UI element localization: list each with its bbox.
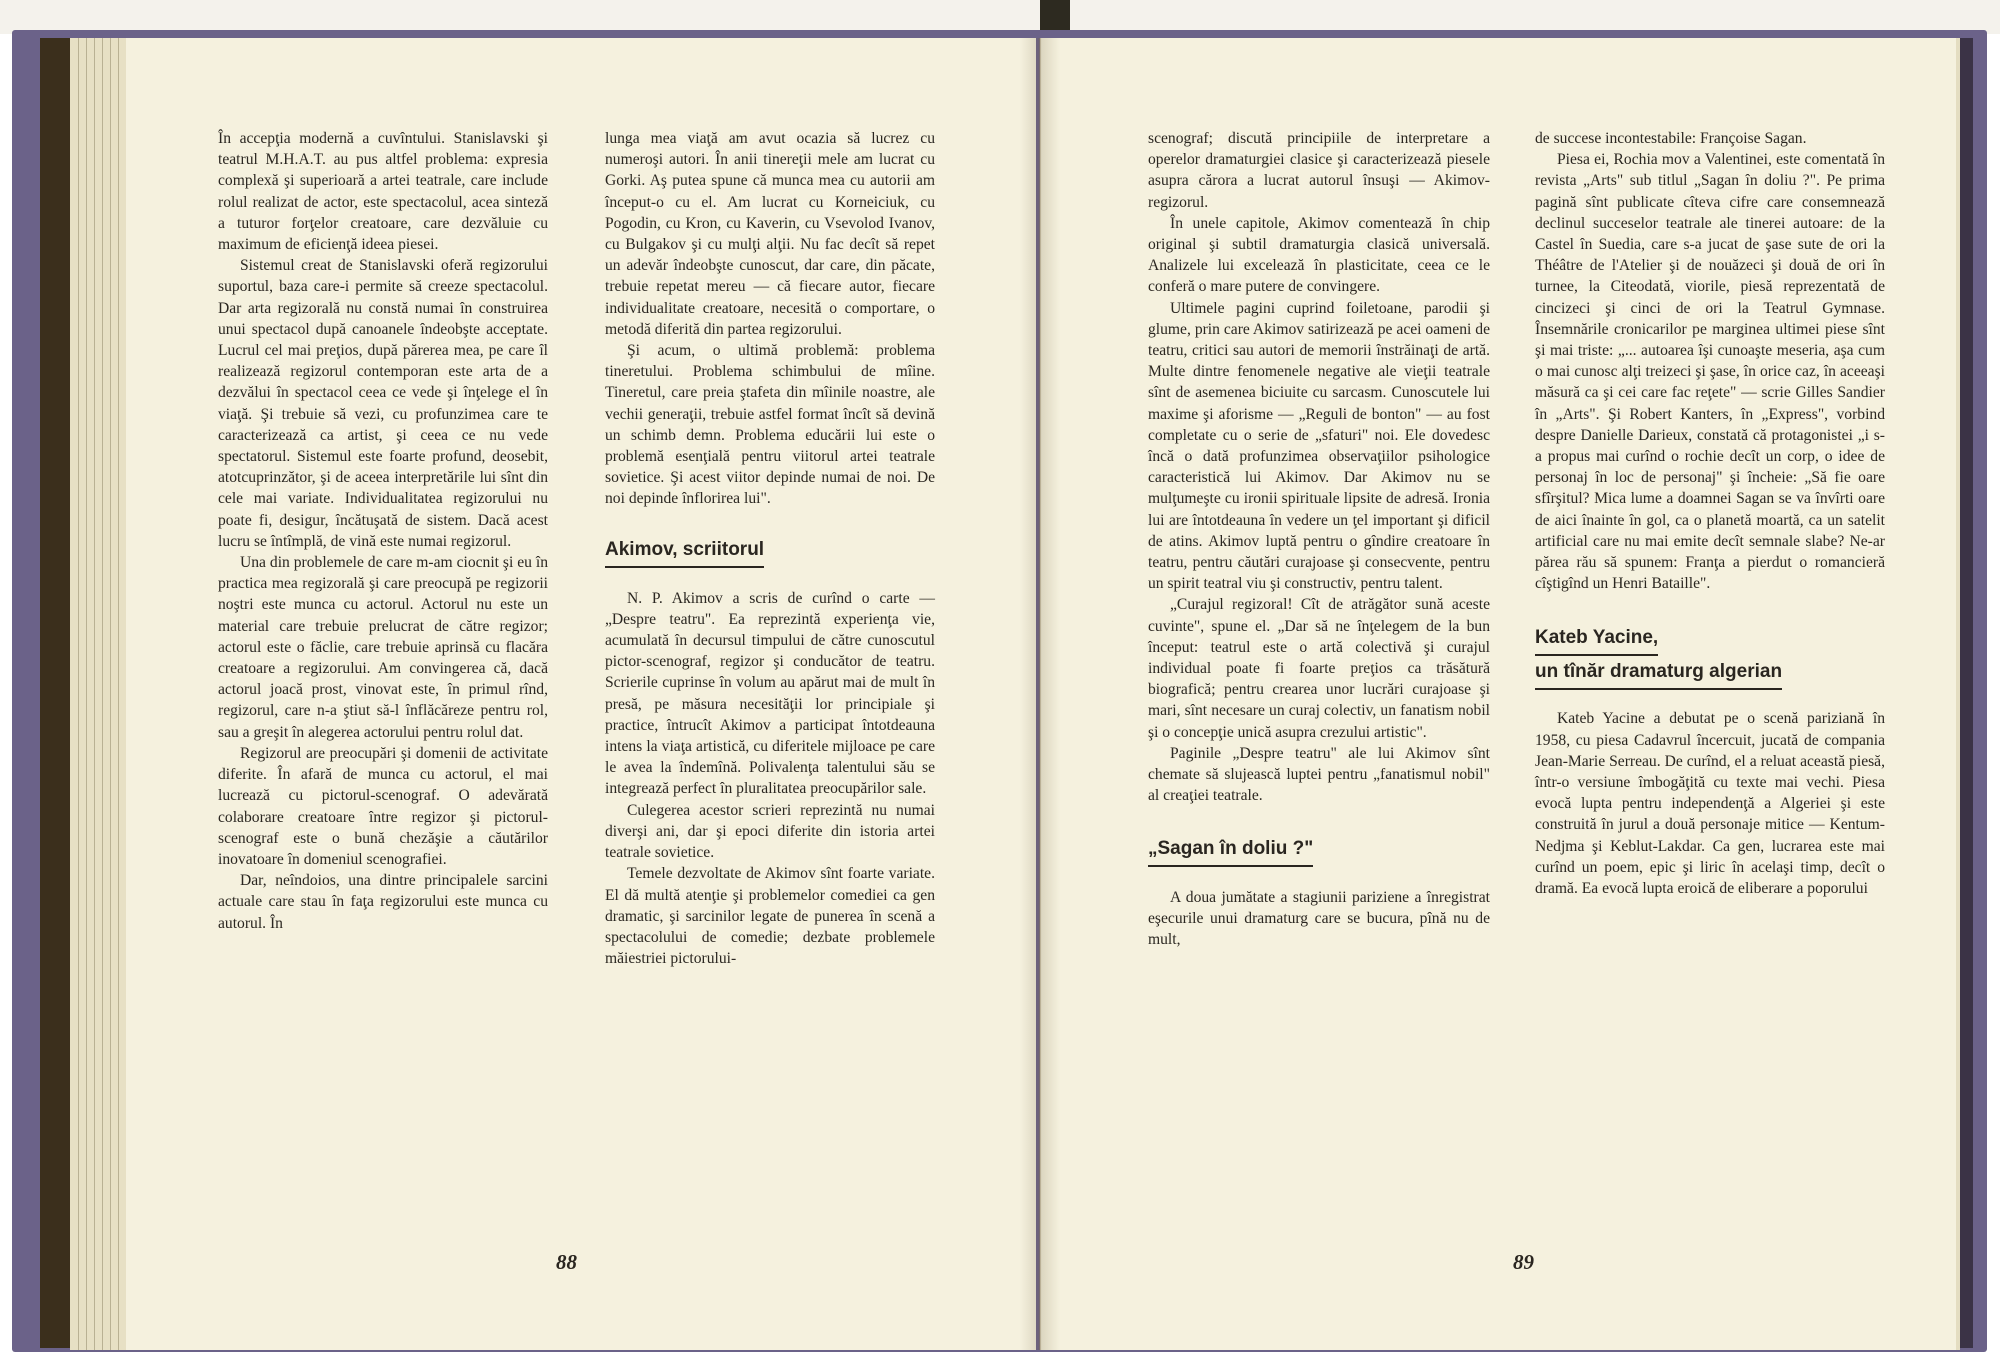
binding-stitch [1039, 38, 1041, 1350]
page-number-right: 89 [1513, 1250, 1534, 1274]
paragraph: A doua jumătate a stagiunii pariziene a înregistrat eşecurile unui dramaturg care se bucura, pînă nu de mult, [1148, 888, 1490, 948]
page-edges-left [70, 38, 130, 1350]
paragraph: Kateb Yacine a debutat pe o scenă pariziană în 1958, cu piesa Cadavrul încercuit, jucată de compania Jean-Marie Serreau. De curînd, el a reluat această piesă, într-o versiune îmbogăţită cu texte mai vechi. Piesa evocă lupta pentru independenţă a Algeriei şi este construită în jurul a două personaje mitice — Kentum-Nedjma şi Keblut-Lakdar. Ca gen, lucrarea este mai curînd un poem, epic şi liric în acelaşi timp, decît o dramă. Ea evocă lupta eroică de eliberare a poporului [1535, 710, 1885, 898]
paragraph: Una din problemele de care m-am ciocnit şi eu în practica mea regizorală şi care preocupă pe regizorii noştri este munca cu actorul. Actorul nu este un material care trebuie prelucrat de către regizor; actorul este o făclie, care trebuie aprinsă cu flacăra creatoare a regizorului. Am convingerea că, dacă actorul joacă prost, vinovat este, în primul rînd, regizorul, care n-a ştiut să-l înflăcăreze pentru rol, sau a greşit în alegerea actorului pentru rolul dat. [218, 554, 548, 741]
paragraph: Paginile „Despre teatru" ale lui Akimov sînt chemate să slujească luptei pentru „fanatismul nobil" al creaţiei teatrale. [1148, 744, 1490, 805]
paragraph: Dar, neîndoios, una dintre principalele sarcini actuale care stau în faţa regizorului este munca cu autorul. În [218, 872, 548, 932]
paragraph: Temele dezvoltate de Akimov sînt foarte variate. El dă multă atenţie şi problemelor comediei ca gen dramatic, şi sarcinilor legate de punerea în scenă a spectacolului de comedie; dezbate problemele măiestriei pictorului- [605, 865, 935, 968]
paragraph: Sistemul creat de Stanislavski oferă regizorului suportul, baza care-i permite să creeze spectacolul. Dar arta regizorală nu constă numai în construirea unui spectacol după canoanele îndeobşte acceptate. Lucrul cel mai preţios, după părerea mea, pe care îl realizează regizorul contemporan este arta de a dezvălui în spectacol ceea ce vede şi înţelege el în viaţă. Şi trebuie să vezi, cu profunzimea care te caracterizează ca artist, şi ceea ce nu vede spectatorul. Sistemul este foarte profund, deosebit, atotcuprinzător, şi de aceea interpretările lui sînt din cele mai variate. Individualitatea regizorului nu poate fi, desigur, încătuşată de sistem. Dacă acest lucru se întîmplă, de vină este numai regizorul. [218, 257, 548, 550]
right-page-column-1 [1148, 128, 1490, 950]
paragraph: Piesa ei, Rochia mov a Valentinei, este comentată în revista „Arts" sub titlul „Sagan în doliu ?". Pe prima pagină sînt publicate cîteva cifre care consemnează declinul succeselor teatrale ale tinerei autoare: de la Castel în Suedia, care s-a jucat de şase sute de ori la Théâtre de l'Atelier şi de nouăzeci şi două de ori în turnee, la Citeodată, viorile, piesă reprezentată de cincizeci şi cinci de ori la Teatrul Gymnase. Însemnările cronicarilor pe marginea ultimei piese sînt şi mai triste: „... autoarea îşi cunoaşte meseria, aşa cum o mai cunosc alţi treizeci şi şase, în orice caz, în aceeaşi măsură ca şi cei care fac reţete" — scrie Gilles Sandier în „Arts". Şi Robert Kanters, în „Express", vorbind despre Danielle Darieux, constată că protagonistei „i s-a propus mai curînd o rochie decît un corp, o idee de personaj în loc de personaj" şi încheie: „Să fie oare sfîrşitul? Mica lume a doamnei Sagan se va învîrti oare de aici înainte în gol, ca o planetă moartă, ca un satelit artificial care nu mai emite decît semnale slabe? Ne-ar părea rău să spunem: Franţa a pierdut o romancieră cîştigînd un Henri Bataille". [1535, 151, 1885, 593]
section-heading-kateb: Kateb Yacine, un tînăr dramaturg algerian [1535, 622, 1885, 690]
paragraph: scenograf; discută principiile de interpretare a operelor dramaturgiei clasice şi caracterizează piesele asupra cărora a lucrat autorul însuşi — Akimov-regizorul. [1148, 130, 1490, 211]
left-page-column-2 [605, 128, 935, 969]
right-page-column-2 [1535, 128, 1885, 899]
paragraph: de succese incontestabile: Françoise Sagan. [1535, 130, 1807, 147]
paragraph: Regizorul are preocupări şi domenii de activitate diferite. În afară de munca cu actorul, el mai lucrează cu pictorul-scenograf. O adevărată colaborare creatoare între regizor şi pictorul-scenograf este o bună chezăşie a căutărilor inovatoare în domeniul scenografiei. [218, 744, 548, 868]
paragraph: „Curajul regizoral! Cît de atrăgător sună aceste cuvinte", spune el. „Dar să ne înţelegem de la bun început: teatrul este o artă colectivă şi curajul individual poate fi foarte preţios ca trăsătură biografică; pentru crearea unor lucrări curajoase şi mari, sînt necesare un curaj colectiv, un fanatism nobil şi o concepţie unică asupra crezului artistic". [1148, 596, 1490, 741]
paragraph: În accepţia modernă a cuvîntului. Stanislavski şi teatrul M.H.A.T. au pus altfel problema: expresia complexă şi superioară a artei teatrale, care include rolul realizat de actor, este spectacolul, acea sinteză a tuturor forţelor creatoare, care dezvăluie cu maximum de eficienţă ideea piesei. [218, 130, 548, 254]
section-heading-sagan: „Sagan în doliu ?" [1148, 833, 1490, 867]
cover-edge-left [40, 38, 70, 1348]
scanner-background [0, 0, 2000, 34]
left-page-column-1 [218, 128, 548, 934]
paragraph: N. P. Akimov a scris de curînd o carte — „Despre teatru". Ea reprezintă experienţa vie, acumulată în decursul timpului de către cunoscutul pictor-scenograf, regizor şi conducător de teatru. Scrierile cuprinse în volum au apărut mai de mult în presă, pe măsura necesităţii lor principiale şi practice, întrucît Akimov a participat întotdeauna intens la viaţa artistică, cu diferitele mijloace pe care le avea la îndemînă. Polivalenţa talentului său se integrează perfect în pluralitatea preocupărilor sale. [605, 589, 935, 798]
paragraph: Culegerea acestor scrieri reprezintă nu numai diverşi ani, dar şi epoci diferite din istoria artei teatrale sovietice. [605, 801, 935, 862]
paragraph: Ultimele pagini cuprind foiletoane, parodii şi glume, prin care Akimov satirizează pe acei oameni de teatru, critici sau autori de memorii înstrăinaţi de artă. Multe dintre fenomenele negative ale vieţii teatrale sînt de asemenea biciuite cu sarcasm. Cunoscutele lui maxime şi aforisme — „Reguli de bonton" — au fost completate cu o serie de „sfaturi" noi. Ele dovedesc încă o dată profunzimea observaţiilor psihologice caracteristică lui Akimov. Dar Akimov nu se mulţumeşte cu ironii spirituale lipsite de adresă. Ironia lui are întotdeauna în vedere un ţel important şi dificil de atins. Akimov luptă pentru o gîndire creatoare în teatru, pentru căutări curajoase şi consecvente, pentru un spirit teatral viu şi constructiv, pentru talent. [1148, 299, 1490, 593]
section-heading-akimov: Akimov, scriitorul [605, 534, 935, 568]
page-number-left: 88 [556, 1250, 577, 1274]
binding-edge [1040, 0, 1070, 34]
paragraph: lunga mea viaţă am avut ocazia să lucrez cu numeroşi autori. În anii tinereţii mele am lucrat cu Gorki. Aş putea spune că munca mea cu autorii am început-o cu el. Am lucrat cu Korneiciuk, cu Pogodin, cu Kron, cu Kaverin, cu Vsevolod Ivanov, cu Bulgakov şi cu mulţi alţii. Nu fac decît să repet un adevăr îndeobşte cunoscut, dar care, din păcate, trebuie repetat mereu — că fiecare autor, fiecare individualitate creatoare, necesită o comportare, o metodă diferită din partea regizorului. [605, 130, 935, 338]
paragraph: În unele capitole, Akimov comentează în chip original şi subtil dramaturgia clasică universală. Analizele lui excelează în plasticitate, ceea ce le conferă o mare putere de convingere. [1148, 214, 1490, 296]
paragraph: Şi acum, o ultimă problemă: problema tineretului. Problema schimbului de mîine. Tineretul, care preia ştafeta din mîinile noastre, ale vechii generaţii, trebuie astfel format încît să devină un schimb demn. Problema educării lui este o problemă esenţială pentru viitorul artei teatrale sovietice. Şi acest viitor depinde numai de noi. De noi depinde înflorirea lui". [605, 342, 935, 508]
